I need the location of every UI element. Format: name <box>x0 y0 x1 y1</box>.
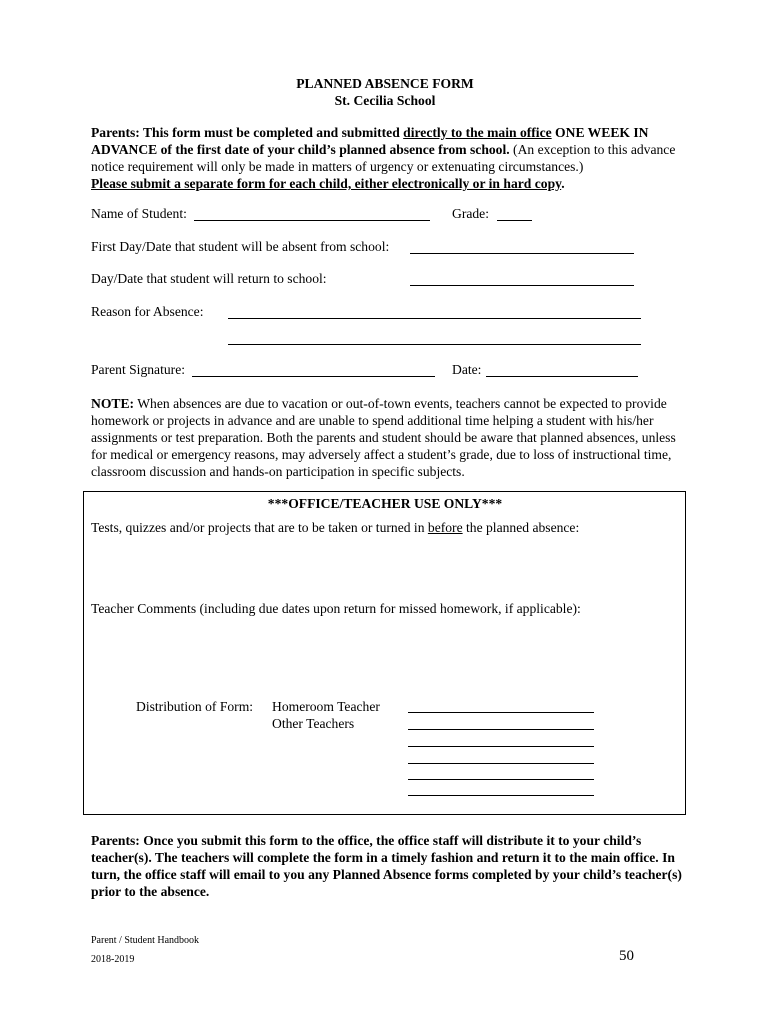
first-day-label: First Day/Date that student will be absent from school: <box>91 239 390 254</box>
distribution-line-5[interactable] <box>408 779 594 780</box>
tests-label-pre: Tests, quizzes and/or projects that are to be taken or turned in <box>91 520 428 535</box>
intro-lead: Parents: This form must be completed and submitted <box>91 125 404 140</box>
return-day-line[interactable] <box>410 285 634 286</box>
footer-handbook: Parent / Student Handbook <box>91 935 200 946</box>
reason-line-2[interactable] <box>228 344 641 345</box>
school-name: St. Cecilia School <box>334 93 436 108</box>
footer-year: 2018-2019 <box>91 954 135 965</box>
distribution-label: Distribution of Form: <box>136 699 254 714</box>
return-day-label: Day/Date that student will return to school: <box>91 271 327 286</box>
note-paragraph <box>91 395 691 480</box>
signature-line[interactable] <box>192 376 435 377</box>
signature-label: Parent Signature: <box>91 362 186 377</box>
office-use-heading: ***OFFICE/TEACHER USE ONLY*** <box>267 496 503 511</box>
student-name-line[interactable] <box>194 220 430 221</box>
form-title: PLANNED ABSENCE FORM <box>296 76 474 91</box>
distribution-line-4[interactable] <box>408 763 594 764</box>
intro-main-office: directly to the main office <box>403 125 552 140</box>
other-teachers-label: Other Teachers <box>272 716 355 731</box>
homeroom-teacher-label: Homeroom Teacher <box>272 699 380 714</box>
distribution-line-6[interactable] <box>408 795 594 796</box>
office-use-box <box>83 491 686 815</box>
intro-paragraph <box>91 124 691 192</box>
distribution-line-2[interactable] <box>408 729 594 730</box>
note-label: NOTE: <box>91 396 135 411</box>
reason-line-1[interactable] <box>228 318 641 319</box>
intro-exception: (An exception to this advance notice requirement will only be made in matters of urgency or extenuating circumstances.) <box>91 142 676 174</box>
page-number: 50 <box>619 948 634 964</box>
distribution-line-1[interactable] <box>408 712 594 713</box>
distribution-line-3[interactable] <box>408 746 594 747</box>
intro-lead-tail: ONE WEEK IN ADVANCE of the first date of your child’s planned absence from school. <box>91 125 649 157</box>
date-label: Date: <box>452 362 482 377</box>
first-day-line[interactable] <box>410 253 634 254</box>
reason-label: Reason for Absence: <box>91 304 204 319</box>
grade-label: Grade: <box>452 206 489 221</box>
tests-label-before: before <box>427 520 463 535</box>
date-line[interactable] <box>486 376 638 377</box>
tests-label-post: the planned absence: <box>462 520 580 535</box>
tests-label <box>91 520 579 536</box>
teacher-comments-label: Teacher Comments (including due dates upon return for missed homework, if applicable): <box>91 601 581 616</box>
student-name-label: Name of Student: <box>91 206 187 221</box>
intro-separate-period: . <box>561 176 565 191</box>
intro-separate-form: Please submit a separate form for each child, either electronically or in hard copy <box>91 176 562 191</box>
closing-paragraph: Parents: Once you submit this form to the office, the office staff will distribute it to your child’s teacher(s). The teachers will complete the form in a timely fashion and return it to the main office. In turn, the office staff will email to you any Planned Absence forms completed by your child’s teacher(s) prior to the absence. <box>91 833 682 899</box>
note-text: When absences are due to vacation or out-of-town events, teachers cannot be expected to provide homework or projects in advance and are unable to spend additional time helping a student with his/her assignments or test preparation. Both the parents and student should be aware that planned absences, unless for medical or emergency reasons, may adversely affect a student’s grade, due to loss of instructional time, classroom discussion and hands-on participation in specific subjects. <box>91 396 676 479</box>
grade-line[interactable] <box>497 220 532 221</box>
